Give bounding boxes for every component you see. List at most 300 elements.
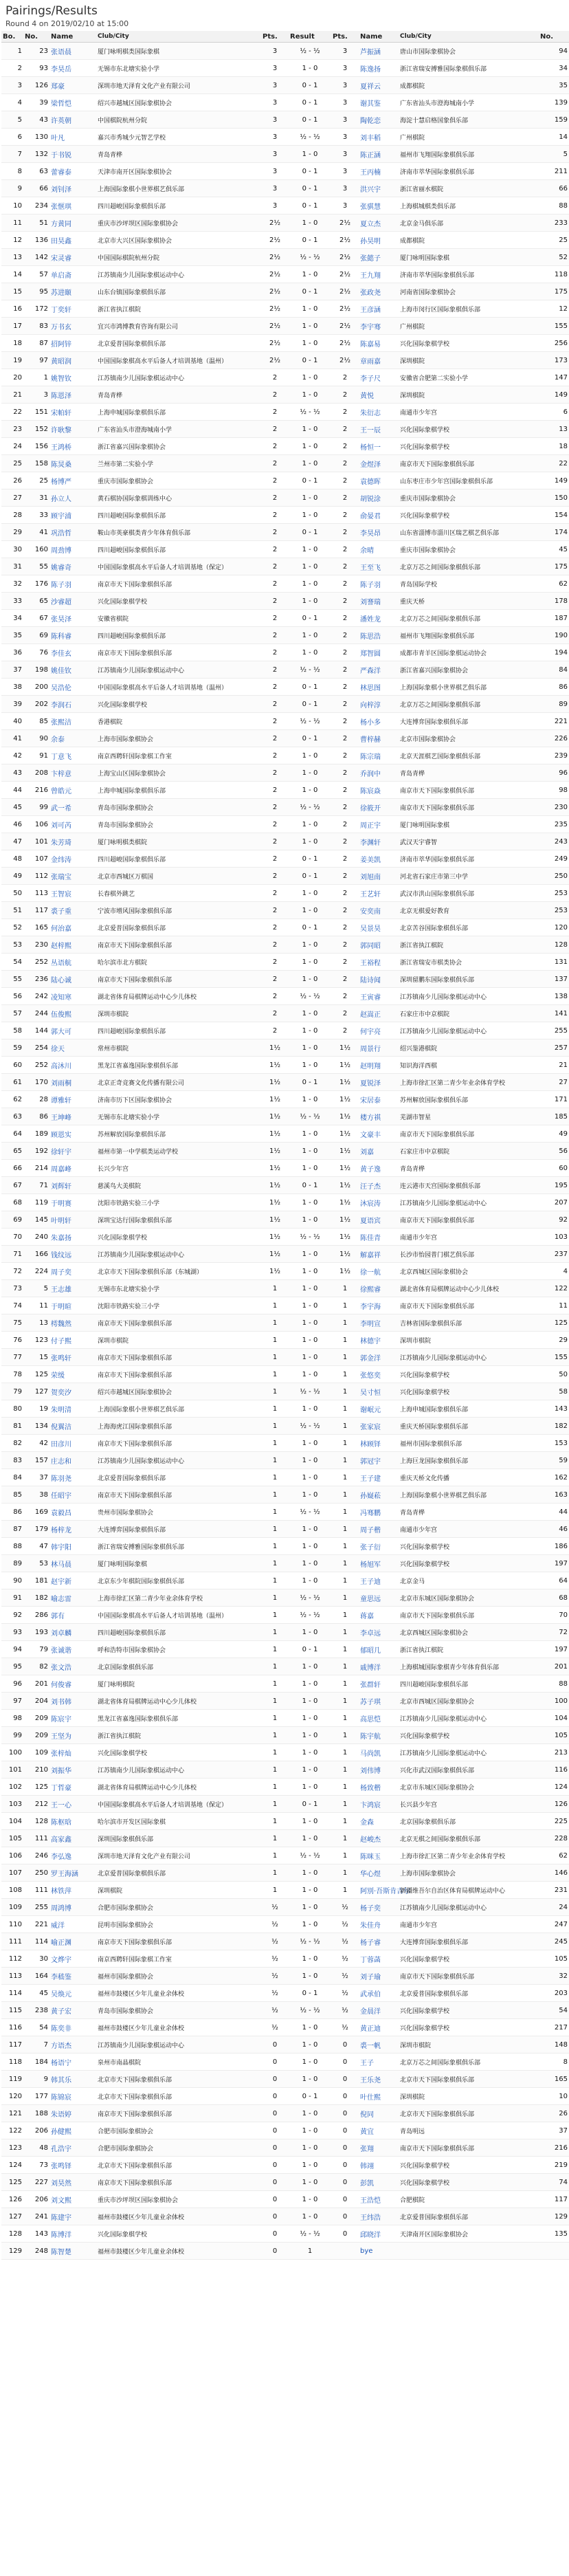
black-player-name[interactable]: 张悠奕 — [359, 1366, 399, 1383]
black-player-number: 21 — [539, 1057, 569, 1074]
black-player-name[interactable]: 楼方祺 — [359, 1108, 399, 1125]
white-player-name[interactable]: 朱语婷 — [49, 2105, 96, 2122]
black-player-name[interactable]: 卞鸿宸 — [359, 1796, 399, 1813]
game-result: 1 - 0 — [289, 1521, 331, 1538]
black-player-name[interactable]: 陈佳青 — [359, 1229, 399, 1246]
black-player-number: 105 — [539, 1950, 569, 1968]
black-player-name[interactable]: 金森 — [359, 1813, 399, 1830]
white-player-name[interactable]: 徐轩宇 — [49, 1143, 96, 1160]
black-player-name[interactable]: 赵峻杰 — [359, 1830, 399, 1847]
white-player-name[interactable]: 钱纹远 — [49, 1246, 96, 1263]
black-player-name[interactable]: 周景行 — [359, 1039, 399, 1057]
white-player-name[interactable]: 庄志和 — [49, 1452, 96, 1469]
white-player-name[interactable]: 杨语宁 — [49, 2054, 96, 2071]
white-player-name[interactable]: 高家鑫 — [49, 1830, 96, 1847]
white-player-name[interactable]: 陈科睿 — [49, 627, 96, 644]
black-player-points: 1 — [331, 1452, 359, 1469]
black-player-name[interactable]: 陆诗闻 — [359, 971, 399, 988]
black-player-name[interactable]: 周子楷 — [359, 1521, 399, 1538]
black-player-name[interactable]: 刘丰稻 — [359, 129, 399, 146]
black-player-name[interactable]: 芦振涵 — [359, 43, 399, 60]
black-player-name[interactable]: 郭冠宇 — [359, 1452, 399, 1469]
black-player-name[interactable]: 李宇海 — [359, 1297, 399, 1314]
white-player-name[interactable]: 王智宸 — [49, 885, 96, 902]
black-player-name[interactable]: 武承伯 — [359, 1985, 399, 2002]
white-player-name[interactable]: 李润石 — [49, 696, 96, 713]
black-player-name[interactable]: 朱佳舟 — [359, 1916, 399, 1933]
black-player-name[interactable]: 郭金洋 — [359, 1349, 399, 1366]
black-player-name[interactable]: 陈逸扬 — [359, 60, 399, 77]
black-player-name[interactable]: 何宇亮 — [359, 1022, 399, 1039]
black-player-name[interactable]: 杨致楷 — [359, 1779, 399, 1796]
white-player-name[interactable]: 郭有 — [49, 1607, 96, 1624]
white-player-name[interactable]: 李弘逸 — [49, 1847, 96, 1864]
black-player-name[interactable]: 李卓远 — [359, 1624, 399, 1641]
black-player-name[interactable]: 倪同 — [359, 2105, 399, 2122]
white-player-name[interactable]: 李嵇鉴 — [49, 1968, 96, 1985]
black-player-name[interactable]: 王九翔 — [359, 266, 399, 283]
white-player-name[interactable]: 陈奕非 — [49, 2019, 96, 2036]
white-player-name[interactable]: 丁意飞 — [49, 747, 96, 764]
white-player-name[interactable]: 曾皓元 — [49, 782, 96, 799]
white-player-name[interactable]: 蕾睿泰 — [49, 163, 96, 180]
white-player-name[interactable]: 周鸿博 — [49, 1899, 96, 1916]
black-player-name[interactable]: 袁德晖 — [359, 472, 399, 489]
black-player-name[interactable]: 王丙楠 — [359, 163, 399, 180]
white-player-name[interactable]: 陈枢晗 — [49, 1813, 96, 1830]
white-player-name[interactable]: 高沐川 — [49, 1057, 96, 1074]
black-player-number: 137 — [539, 971, 569, 988]
black-player-name[interactable]: 蒋嘉 — [359, 1607, 399, 1624]
white-player-number: 67 — [23, 610, 49, 627]
white-player-name[interactable]: 万书玄 — [49, 318, 96, 335]
white-player-name[interactable]: 朱芳琦 — [49, 833, 96, 850]
white-player-name[interactable]: 罗王海涵 — [49, 1864, 96, 1882]
black-player-name[interactable]: 童思远 — [359, 1589, 399, 1607]
white-player-name[interactable]: 朱明清 — [49, 1400, 96, 1418]
white-player-name[interactable]: 孙健熙 — [49, 2122, 96, 2139]
white-player-name[interactable]: 姚佳钦 — [49, 661, 96, 679]
board-number: 83 — [1, 1452, 23, 1469]
black-player-name[interactable]: 胡锐涂 — [359, 489, 399, 507]
white-player-name[interactable]: 李佳玄 — [49, 644, 96, 661]
board-number: 91 — [1, 1589, 23, 1607]
white-player-name[interactable]: 于明暄 — [49, 1297, 96, 1314]
white-player-name[interactable]: 倪翼洁 — [49, 1418, 96, 1435]
black-player-name[interactable]: 苏子琪 — [359, 1693, 399, 1710]
white-player-name[interactable]: 伍俊熙 — [49, 1005, 96, 1022]
white-player-name[interactable]: 张鸣铎 — [49, 2157, 96, 2174]
white-player-name[interactable]: 张瑞宝 — [49, 868, 96, 885]
white-player-name[interactable]: 杨梓龙 — [49, 1521, 96, 1538]
white-player-name[interactable]: 武一希 — [49, 799, 96, 816]
black-player-name[interactable]: 林顾铎 — [359, 1435, 399, 1452]
black-player-name[interactable]: 杨旭军 — [359, 1555, 399, 1572]
white-player-number: 23 — [23, 43, 49, 60]
black-player-name[interactable]: 文豪丰 — [359, 1125, 399, 1143]
white-player-name[interactable]: 陈恩泽 — [49, 386, 96, 404]
black-player-club: 上海国际象棋小世界棋艺俱乐部 — [399, 1486, 539, 1504]
white-player-name[interactable]: 金纬涛 — [49, 850, 96, 868]
white-player-number: 76 — [23, 644, 49, 661]
black-player-name[interactable]: 章雨嘉 — [359, 352, 399, 369]
black-player-name[interactable]: 周正宇 — [359, 816, 399, 833]
black-player-name[interactable]: 王乐尧 — [359, 2071, 399, 2088]
black-player-name[interactable]: 赵明翔 — [359, 1057, 399, 1074]
black-player-club: 南京市天下国际象棋俱乐部 — [399, 1297, 539, 1314]
white-player-name[interactable]: 巩浩哲 — [49, 524, 96, 541]
white-player-number: 119 — [23, 1194, 49, 1211]
white-player-name[interactable]: 何俊睿 — [49, 1675, 96, 1693]
white-player-points: 3 — [261, 197, 289, 214]
black-player-name[interactable]: 解嘉祥 — [359, 1246, 399, 1263]
black-player-name[interactable]: 邱晓洋 — [359, 2225, 399, 2243]
black-player-name[interactable]: 王一辰 — [359, 421, 399, 438]
black-player-name[interactable]: 丁蓉菡 — [359, 1950, 399, 1968]
black-player-name[interactable]: 宋居泰 — [359, 1091, 399, 1108]
black-player-name[interactable]: 王艺轩 — [359, 885, 399, 902]
black-player-name[interactable]: 乔润中 — [359, 764, 399, 782]
black-player-name[interactable]: 杨子奕 — [359, 1899, 399, 1916]
black-player-name[interactable]: 王子建 — [359, 1469, 399, 1486]
black-player-name[interactable]: 向梓淳 — [359, 696, 399, 713]
black-player-name[interactable]: 杨恒一 — [359, 438, 399, 455]
black-player-name[interactable]: 张子衍 — [359, 1538, 399, 1555]
black-player-name[interactable]: 谢岷元 — [359, 1400, 399, 1418]
white-player-name[interactable]: 张梓灿 — [49, 1744, 96, 1761]
game-result: 1 - 0 — [289, 1349, 331, 1366]
white-player-name[interactable]: 张惬琪 — [49, 197, 96, 214]
white-player-name[interactable]: 王坚为 — [49, 1727, 96, 1744]
black-player-name[interactable]: 裘一帆 — [359, 2036, 399, 2054]
white-player-name[interactable]: 吴焕元 — [49, 1985, 96, 2002]
white-player-name[interactable]: 韩其乐 — [49, 2071, 96, 2088]
white-player-name[interactable]: 陈炅桑 — [49, 455, 96, 472]
black-player-name[interactable]: 李昊昂 — [359, 524, 399, 541]
white-player-name[interactable]: 余泰 — [49, 730, 96, 747]
black-player-name[interactable]: 林思图 — [359, 679, 399, 696]
white-player-name[interactable]: 宋灵睿 — [49, 249, 96, 266]
white-player-name[interactable]: 丛语航 — [49, 954, 96, 971]
white-player-name[interactable]: 王一心 — [49, 1796, 96, 1813]
black-player-name[interactable]: 孙嶷菘 — [359, 1486, 399, 1504]
black-player-name[interactable]: 王裕程 — [359, 954, 399, 971]
white-player-name[interactable]: 田昊鑫 — [49, 232, 96, 249]
black-player-name[interactable]: 张骐慧 — [359, 197, 399, 214]
black-player-points: 0 — [331, 2139, 359, 2157]
black-player-name[interactable]: 徐筱开 — [359, 799, 399, 816]
black-player-name[interactable]: 陈思浩 — [359, 627, 399, 644]
white-player-name[interactable]: 刘书韩 — [49, 1693, 96, 1710]
white-player-name[interactable]: 刘文熙 — [49, 2191, 96, 2208]
black-player-name[interactable]: 王至飞 — [359, 558, 399, 575]
black-player-name[interactable]: 张懿子 — [359, 249, 399, 266]
white-player-name[interactable]: 刘卓麟 — [49, 1624, 96, 1641]
white-player-name[interactable]: 黄昭润 — [49, 352, 96, 369]
black-player-name[interactable]: 朱衍志 — [359, 404, 399, 421]
black-player-name[interactable]: 陈嘉易 — [359, 335, 399, 352]
white-player-name[interactable]: 刘可芮 — [49, 816, 96, 833]
white-player-name[interactable]: 任昭宇 — [49, 1486, 96, 1504]
white-player-number: 112 — [23, 868, 49, 885]
black-player-name[interactable]: 郁昭几 — [359, 1641, 399, 1658]
white-player-name[interactable]: 袁毅昌 — [49, 1504, 96, 1521]
black-player-name[interactable]: 林德宇 — [359, 1332, 399, 1349]
white-player-name[interactable]: 卞梓意 — [49, 764, 96, 782]
white-player-name[interactable]: 林铁萍 — [49, 1882, 96, 1899]
white-player-name[interactable]: 单启斋 — [49, 266, 96, 283]
black-player-name[interactable]: 张家宸 — [359, 1418, 399, 1435]
white-player-name[interactable]: 李昊岳 — [49, 60, 96, 77]
white-player-name[interactable]: 喻正渊 — [49, 1933, 96, 1950]
white-player-name[interactable]: 张诚谐 — [49, 1641, 96, 1658]
black-player-name[interactable]: 张群轩 — [359, 1675, 399, 1693]
white-player-name[interactable]: 韩宇阳 — [49, 1538, 96, 1555]
black-player-name[interactable]: 刘旭南 — [359, 868, 399, 885]
board-number: 121 — [1, 2105, 23, 2122]
white-player-name[interactable]: 吴浩伦 — [49, 679, 96, 696]
white-player-name[interactable]: 郑豪 — [49, 77, 96, 94]
black-player-number: 148 — [539, 2036, 569, 2054]
white-player-name[interactable]: 陈子羽 — [49, 575, 96, 593]
white-player-name[interactable]: 叶明轩 — [49, 1211, 96, 1229]
black-player-name[interactable]: 余晴 — [359, 541, 399, 558]
black-player-name[interactable]: 洪兴宇 — [359, 180, 399, 197]
black-player-name[interactable]: 张政尧 — [359, 283, 399, 300]
white-player-name[interactable]: 陈智楚 — [49, 2243, 96, 2260]
black-player-name[interactable]: 陶乾恋 — [359, 111, 399, 129]
black-player-name[interactable]: 韩翊 — [359, 2157, 399, 2174]
black-player-name[interactable]: 张翔 — [359, 2139, 399, 2157]
white-player-name[interactable]: 王鸿桥 — [49, 438, 96, 455]
black-player-name[interactable]: 吴景昊 — [359, 919, 399, 936]
black-player-name[interactable]: 叶仕熙 — [359, 2088, 399, 2105]
white-player-name[interactable]: 田彦川 — [49, 1435, 96, 1452]
black-player-name[interactable]: 杨小多 — [359, 713, 399, 730]
black-player-name[interactable]: 黄宜 — [359, 2122, 399, 2139]
white-player-name[interactable]: 陈博洋 — [49, 2225, 96, 2243]
white-player-name[interactable]: 姚睿奇 — [49, 558, 96, 575]
black-player-name[interactable]: 潘姓龙 — [359, 610, 399, 627]
white-player-name[interactable]: 林马晨 — [49, 1555, 96, 1572]
black-player-name[interactable]: 俞晏君 — [359, 507, 399, 524]
white-player-number: 113 — [23, 885, 49, 902]
black-player-name[interactable]: 黄子逸 — [359, 1160, 399, 1177]
black-player-points: 1 — [331, 1332, 359, 1349]
white-player-name[interactable]: 文烨宇 — [49, 1950, 96, 1968]
black-player-name[interactable]: 金煜泽 — [359, 455, 399, 472]
white-player-name[interactable]: 于书锐 — [49, 146, 96, 163]
table-row — [1, 283, 569, 300]
white-player-name[interactable]: 许英朝 — [49, 111, 96, 129]
table-row — [1, 507, 569, 524]
black-player-name[interactable]: 刘伟博 — [359, 1761, 399, 1779]
black-player-name[interactable]: 刘謇瑞 — [359, 593, 399, 610]
white-player-name[interactable]: 何治嘉 — [49, 919, 96, 936]
black-player-number: 138 — [539, 988, 569, 1005]
white-player-name[interactable]: 张昊泽 — [49, 610, 96, 627]
white-player-name[interactable]: 张鸣轩 — [49, 1349, 96, 1366]
black-player-name[interactable]: 王子迪 — [359, 1572, 399, 1589]
white-player-name[interactable]: 张语晨 — [49, 43, 96, 60]
black-player-name[interactable]: 华心煜 — [359, 1864, 399, 1882]
board-number: 19 — [1, 352, 23, 369]
black-player-name[interactable]: 王寅睿 — [359, 988, 399, 1005]
white-player-club: 鞍山市英豪棋类青少年体育俱乐部 — [96, 524, 261, 541]
table-row — [1, 1332, 569, 1349]
white-player-name[interactable]: 周子奕 — [49, 1263, 96, 1280]
white-player-name[interactable]: 梁哲恺 — [49, 94, 96, 111]
black-player-club: 山东枣庄市少年宫国际象棋俱乐部 — [399, 472, 539, 489]
white-player-name[interactable]: 陆心诚 — [49, 971, 96, 988]
black-player-name[interactable]: 夏祥云 — [359, 77, 399, 94]
black-player-name[interactable]: 夏立杰 — [359, 214, 399, 232]
black-player-name[interactable]: 严森洋 — [359, 661, 399, 679]
black-player-name[interactable]: 王纬浩 — [359, 2208, 399, 2225]
white-player-name[interactable]: 徐天 — [49, 1039, 96, 1057]
board-number: 55 — [1, 971, 23, 988]
white-player-name[interactable]: 丁哲豪 — [49, 1779, 96, 1796]
white-player-name[interactable]: 喻志雷 — [49, 1589, 96, 1607]
black-player-name[interactable]: 孙昊明 — [359, 232, 399, 249]
white-player-name[interactable]: 张熙洁 — [49, 713, 96, 730]
white-player-name[interactable]: 刘钊泽 — [49, 180, 96, 197]
white-player-name[interactable]: 张文浩 — [49, 1658, 96, 1675]
white-player-name[interactable]: 谭雅轩 — [49, 1091, 96, 1108]
white-player-name[interactable]: 刘雨桐 — [49, 1074, 96, 1091]
black-player-name[interactable]: 杨子睿 — [359, 1933, 399, 1950]
white-player-name[interactable]: 朱嘉扬 — [49, 1229, 96, 1246]
white-player-name[interactable]: 付子熙 — [49, 1332, 96, 1349]
white-player-name[interactable]: 樗魏然 — [49, 1314, 96, 1332]
black-player-name[interactable]: 王彦涵 — [359, 300, 399, 318]
white-player-points: 2 — [261, 988, 289, 1005]
black-player-name[interactable]: 刘子瑜 — [359, 1968, 399, 1985]
black-player-name[interactable]: 谢其鉴 — [359, 94, 399, 111]
white-player-name[interactable]: 裘子重 — [49, 902, 96, 919]
white-player-name[interactable]: 方语杰 — [49, 2036, 96, 2054]
black-player-name[interactable]: 赵嵩正 — [359, 1005, 399, 1022]
white-player-name[interactable]: 郭大可 — [49, 1022, 96, 1039]
white-player-name[interactable]: 赵宇新 — [49, 1572, 96, 1589]
white-player-name[interactable]: 周嘉峰 — [49, 1160, 96, 1177]
black-player-name[interactable]: 陈宇航 — [359, 1727, 399, 1744]
black-player-name[interactable]: 马尚凯 — [359, 1744, 399, 1761]
black-player-name[interactable]: 沐宸涛 — [359, 1194, 399, 1211]
black-player-name[interactable]: 李子尺 — [359, 369, 399, 386]
white-player-name[interactable]: 凌知寒 — [49, 988, 96, 1005]
white-player-name[interactable]: 王志雄 — [49, 1280, 96, 1297]
black-player-name[interactable]: 陈咪玉 — [359, 1847, 399, 1864]
white-player-name[interactable]: 黄子宏 — [49, 2002, 96, 2019]
game-result: 0 - 1 — [289, 232, 331, 249]
black-player-name[interactable]: 陈宗瑞 — [359, 747, 399, 764]
black-player-number: 52 — [539, 249, 569, 266]
black-player-name[interactable]: 徐一航 — [359, 1263, 399, 1280]
white-player-name[interactable]: 顾恩实 — [49, 1125, 96, 1143]
black-player-name[interactable]: 高思恺 — [359, 1710, 399, 1727]
black-player-name[interactable]: 汪子杰 — [359, 1177, 399, 1194]
black-player-name[interactable]: 黄正迪 — [359, 2019, 399, 2036]
white-player-points: 0 — [261, 2157, 289, 2174]
white-player-name[interactable]: 于明赛 — [49, 1194, 96, 1211]
black-player-name[interactable]: 安奕南 — [359, 902, 399, 919]
white-player-name[interactable]: 宋帕轩 — [49, 404, 96, 421]
black-player-name[interactable]: 王子 — [359, 2054, 399, 2071]
black-player-name[interactable]: 曹梓赫 — [359, 730, 399, 747]
white-player-name[interactable]: 杨博严 — [49, 472, 96, 489]
white-player-name[interactable]: 陈羽尧 — [49, 1469, 96, 1486]
black-player-name[interactable]: 彭凯 — [359, 2174, 399, 2191]
white-player-name[interactable]: 荣缓 — [49, 1366, 96, 1383]
white-player-name[interactable]: 苏进颐 — [49, 283, 96, 300]
black-player-name[interactable]: 冯骞鹏 — [359, 1504, 399, 1521]
white-player-club: 泉州市南晶棋院 — [96, 2054, 261, 2071]
white-player-name[interactable]: 顾宇浦 — [49, 507, 96, 524]
white-player-name[interactable]: 方黄同 — [49, 214, 96, 232]
white-player-club: 南京市天下国际象棋俱乐部 — [96, 971, 261, 988]
white-player-name[interactable]: 陈锦宸 — [49, 2088, 96, 2105]
white-player-name[interactable]: 陈宸宇 — [49, 1710, 96, 1727]
white-player-name[interactable]: 贺奕汐 — [49, 1383, 96, 1400]
black-player-name[interactable]: 夏锐泽 — [359, 1074, 399, 1091]
white-player-name[interactable]: 沙睿超 — [49, 593, 96, 610]
white-player-name[interactable]: 叶凡 — [49, 129, 96, 146]
black-player-name[interactable]: 李明宣 — [359, 1314, 399, 1332]
black-player-name[interactable]: 戚博洋 — [359, 1658, 399, 1675]
black-player-number: 216 — [539, 2139, 569, 2157]
board-number: 43 — [1, 764, 23, 782]
white-player-name[interactable]: 孙立人 — [49, 489, 96, 507]
white-player-name[interactable]: 周劲博 — [49, 541, 96, 558]
white-player-name[interactable]: 姚智钦 — [49, 369, 96, 386]
black-player-name[interactable]: 夏语宾 — [359, 1211, 399, 1229]
white-player-name[interactable]: 许耿黎 — [49, 421, 96, 438]
black-player-name[interactable]: 徐熙睿 — [359, 1280, 399, 1297]
black-player-name[interactable]: 陈子羽 — [359, 575, 399, 593]
black-player-points: 2½ — [331, 249, 359, 266]
black-player-name[interactable]: 王浩恺 — [359, 2191, 399, 2208]
black-player-name[interactable]: 阿別·吾斯肯吉尔 — [359, 1882, 399, 1899]
black-player-name[interactable]: 金晨洋 — [359, 2002, 399, 2019]
black-player-name[interactable]: 郭同昭 — [359, 936, 399, 954]
black-player-name[interactable]: 郑智圆 — [359, 644, 399, 661]
black-player-name[interactable]: 李渊轩 — [359, 833, 399, 850]
white-player-name[interactable]: 刘辉轩 — [49, 1177, 96, 1194]
white-player-name[interactable]: 赵梓熙 — [49, 936, 96, 954]
white-player-name[interactable]: 孔浩宇 — [49, 2139, 96, 2157]
black-player-name[interactable]: 吴寸恒 — [359, 1383, 399, 1400]
black-player-name[interactable]: 姜美凯 — [359, 850, 399, 868]
white-player-name[interactable]: 陈建宇 — [49, 2208, 96, 2225]
black-player-name[interactable]: bye — [359, 2243, 399, 2260]
black-player-name[interactable]: 陈正涵 — [359, 146, 399, 163]
white-player-name[interactable]: 王坤峰 — [49, 1108, 96, 1125]
white-player-name[interactable]: 刘昊然 — [49, 2174, 96, 2191]
black-player-name[interactable]: 黄悦 — [359, 386, 399, 404]
black-player-name[interactable]: 李宇骞 — [359, 318, 399, 335]
game-result: ½ - ½ — [289, 249, 331, 266]
black-player-number: 10 — [539, 2088, 569, 2105]
white-player-name[interactable]: 招阿锌 — [49, 335, 96, 352]
white-player-name[interactable]: 丁奕轩 — [49, 300, 96, 318]
black-player-name[interactable]: 刘嘉 — [359, 1143, 399, 1160]
game-result: ½ - ½ — [289, 1229, 331, 1246]
white-player-name[interactable]: 刘振华 — [49, 1761, 96, 1779]
white-player-name[interactable]: 威洋 — [49, 1916, 96, 1933]
black-player-name[interactable]: 陈宸焱 — [359, 782, 399, 799]
black-player-club: 武汉市洪山国际象棋俱乐部 — [399, 885, 539, 902]
